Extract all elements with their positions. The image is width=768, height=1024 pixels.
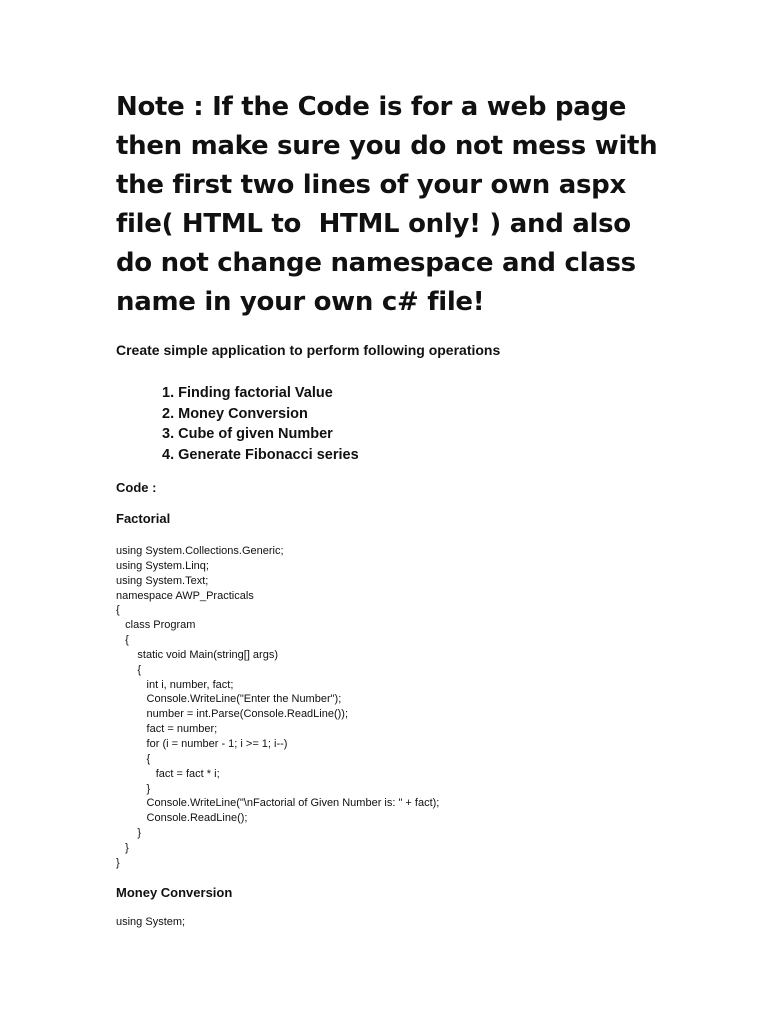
code-line: number = int.Parse(Console.ReadLine()); [116,708,349,721]
money-conversion-heading: Money Conversion [116,885,233,900]
factorial-code-block [116,544,439,871]
code-line: { [116,604,120,617]
code-line: Console.WriteLine("Enter the Number"); [116,693,342,706]
note-line: do not change namespace and class [116,248,636,278]
money-code-block [116,915,185,930]
code-line: } [116,827,142,840]
note-line: Note : If the Code is for a web page [116,92,627,122]
operation-item: 3. Cube of given Number [162,426,333,443]
code-line: Console.ReadLine(); [116,812,248,825]
code-line: static void Main(string[] args) [116,648,278,661]
operations-list [162,383,359,466]
code-line: } [116,841,129,854]
code-line: for (i = number - 1; i >= 1; i--) [116,737,288,750]
factorial-heading: Factorial [116,511,171,526]
code-line: } [116,856,120,869]
intro-heading: Create simple application to perform following operations [116,342,501,358]
note-line: the first two lines of your own aspx [116,170,626,200]
code-heading: Code : [116,480,157,495]
operation-item: 1. Finding factorial Value [162,385,333,401]
code-line: using System; [116,916,186,928]
note-line: name in your own c# file! [116,287,485,317]
code-line: using System.Linq; [116,559,209,572]
note-line: then make sure you do not mess with [116,131,658,161]
operation-item: 2. Money Conversion [162,405,308,422]
operation-item: 4. Generate Fibonacci series [162,447,359,464]
code-line: class Program [116,619,196,632]
code-line: { [116,663,142,676]
code-line: { [116,752,151,765]
code-line: } [116,782,151,795]
code-line: int i, number, fact; [116,678,234,691]
note-paragraph [116,88,716,322]
note-line: file( HTML to HTML only! ) and also [116,209,631,239]
code-line: fact = number; [116,723,218,736]
code-line: using System.Collections.Generic; [116,545,284,557]
code-line: { [116,634,129,647]
code-line: namespace AWP_Practicals [116,589,254,602]
code-line: fact = fact * i; [116,767,220,780]
code-line: Console.WriteLine("\nFactorial of Given Number is: " + fact); [116,797,440,810]
code-line: using System.Text; [116,574,209,587]
